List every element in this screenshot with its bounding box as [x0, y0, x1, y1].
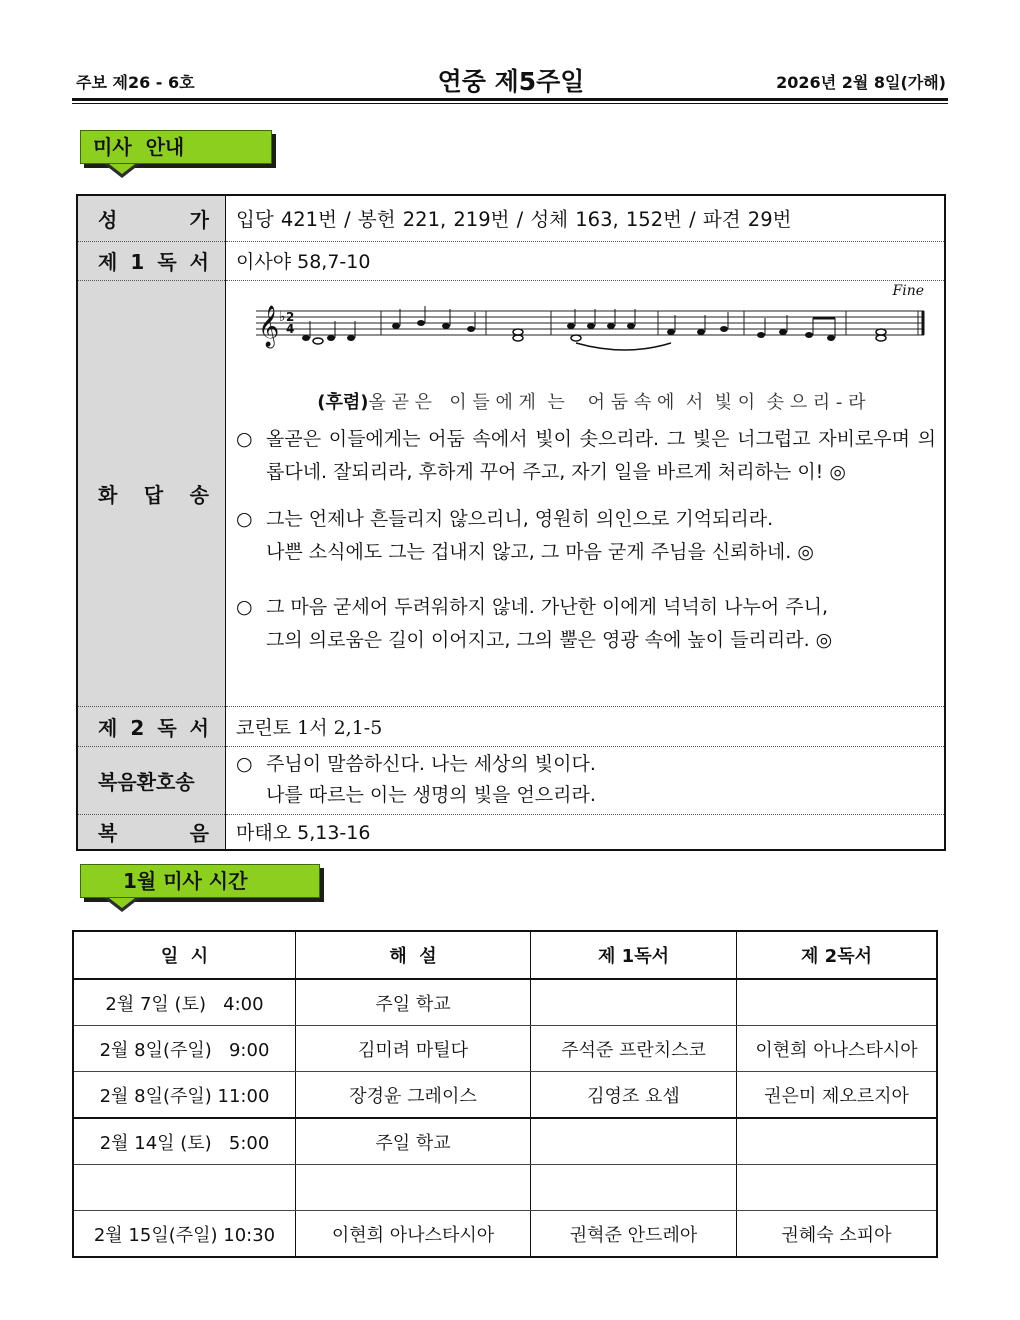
- row-gospel: [77, 814, 945, 850]
- label-psalm: 화 답 송: [77, 280, 226, 706]
- badge-label: 1월 미사 시간: [80, 864, 320, 898]
- col-datetime: 일 시: [73, 931, 296, 979]
- table-row: [73, 1165, 937, 1211]
- value-gospel: 마태오 5,13-16: [236, 822, 371, 845]
- cell-commentary: 이현희 아나스타시아: [296, 1211, 531, 1258]
- verse-bullet-icon: ○: [236, 427, 253, 450]
- cell-datetime: [73, 1165, 296, 1211]
- alleluia-line1: 주님이 말씀하신다. 나는 세상의 빛이다.: [266, 753, 596, 775]
- label-hymns: 성 가: [77, 195, 226, 241]
- row-alleluia: [77, 746, 945, 814]
- cell-reader1: [531, 979, 737, 1026]
- alleluia-verse: [236, 749, 936, 811]
- alleluia-line2: 나를 따르는 이는 생명의 빛을 얻으리라.: [266, 784, 596, 806]
- cell-reader2: [737, 979, 938, 1026]
- schedule-header-row: [73, 931, 937, 979]
- section-badge-mass-info: [80, 130, 270, 166]
- table-row: [73, 1026, 937, 1072]
- cell-datetime: 2월 14일 (토) 5:00: [73, 1118, 296, 1165]
- row-first-reading: [77, 241, 945, 280]
- row-second-reading: [77, 706, 945, 746]
- row-hymns: [77, 195, 945, 241]
- badge-arrow-inner: [109, 898, 135, 908]
- cell-reader1: 권혁준 안드레아: [531, 1211, 737, 1258]
- cell-reader2: 권혜숙 소피아: [781, 1224, 892, 1246]
- table-row: [73, 1211, 937, 1258]
- fine-label: Fine: [892, 282, 924, 299]
- staff-notation: [246, 291, 936, 361]
- verse-bullet-icon: ○: [236, 753, 253, 775]
- verse-text: 올곧은 이들에게는 어둠 속에서 빛이 솟으리라. 그 빛은 너그럽고 자비로우며 의롭다네. 잘되리라, 후하게 꾸어 주고, 자기 일을 바르게 처리하는 이! ◎: [266, 427, 936, 483]
- cell-reader2: 권은미 제오르지아: [737, 1072, 938, 1119]
- label-second-reading: 제 2 독 서: [77, 706, 226, 746]
- badge-label: 미사 안내: [80, 130, 272, 164]
- table-row: [73, 1072, 937, 1119]
- svg-text:♭: ♭: [279, 308, 286, 325]
- cell-reader2: 이현희 아나스타시아: [737, 1026, 938, 1072]
- cell-reader1: [531, 1165, 737, 1211]
- col-commentary: 해 설: [296, 931, 531, 979]
- svg-text:2: 2: [286, 309, 295, 324]
- col-reader1: 제 1독서: [531, 931, 737, 979]
- bulletin-date: 2026년 2월 8일(가해): [776, 73, 946, 92]
- header-rule-thin: [72, 103, 948, 104]
- value-first-reading: 이사야 58,7-10: [226, 241, 946, 280]
- psalm-verses: [236, 423, 936, 657]
- svg-text:4: 4: [286, 321, 295, 336]
- cell-datetime: 2월 8일(주일) 11:00: [73, 1072, 296, 1119]
- label-gospel: 복 음: [77, 814, 226, 850]
- header-rule-thick: [72, 98, 948, 101]
- psalm-verse: [236, 423, 936, 489]
- verse-text-line1: 그는 언제나 흔들리지 않으리니, 영원히 의인으로 기억되리라.: [266, 507, 774, 530]
- cell-commentary: 김미려 마틸다: [296, 1026, 531, 1072]
- mass-info-table: [76, 194, 946, 851]
- issue-number: 주보 제26 - 6호: [76, 73, 195, 92]
- cell-commentary: 주일 학교: [296, 979, 531, 1026]
- cell-reader2: [737, 1165, 938, 1211]
- verse-text-line2: 나쁜 소식에도 그는 겁내지 않고, 그 마음 굳게 주님을 신뢰하네. ◎: [266, 540, 814, 563]
- cell-datetime: 2월 15일(주일) 10:30: [73, 1211, 296, 1258]
- section-badge-mass-times: [80, 864, 330, 900]
- mass-schedule-table: [72, 930, 938, 1258]
- alleluia-content: [226, 746, 946, 814]
- psalm-content: [226, 280, 946, 706]
- label-alleluia: 복음환호송: [77, 746, 226, 814]
- table-row: [73, 979, 937, 1026]
- verse-bullet-icon: ○: [236, 507, 253, 530]
- refrain-tag: (후렴): [317, 391, 369, 413]
- cell-commentary: 주일 학교: [296, 1118, 531, 1165]
- col-reader2: 제 2독서: [737, 931, 938, 979]
- svg-text:𝄞: 𝄞: [258, 305, 280, 347]
- cell-commentary: [296, 1165, 531, 1211]
- row-psalm: [77, 280, 945, 706]
- cell-commentary: 장경윤 그레이스: [296, 1072, 531, 1119]
- page-title: 연중 제5주일: [437, 67, 585, 96]
- cell-reader2: [737, 1118, 938, 1165]
- value-second-reading: 코린토 1서 2,1-5: [226, 706, 946, 746]
- psalm-verse: [236, 503, 936, 569]
- music-score: [246, 282, 936, 413]
- cell-reader1: 김영조 요셉: [531, 1072, 737, 1119]
- bulletin-header: [76, 62, 946, 98]
- cell-datetime: 2월 7일 (토) 4:00: [73, 979, 296, 1026]
- cell-reader1: [531, 1118, 737, 1165]
- cell-reader1: 주석준 프란치스코: [531, 1026, 737, 1072]
- verse-text-line2: 그의 의로움은 길이 이어지고, 그의 뿔은 영광 속에 높이 들리리라. ◎: [266, 628, 833, 651]
- cell-datetime: 2월 8일(주일) 9:00: [73, 1026, 296, 1072]
- value-hymns: 입당 421번 / 봉헌 221, 219번 / 성체 163, 152번 / 파견 29번: [226, 195, 946, 241]
- table-row: [73, 1118, 937, 1165]
- refrain-lyrics: 올 곧 은 이 들 에 게 는 어 둠 속 에 서 빛 이 솟 으 리 - 라: [368, 391, 866, 413]
- psalm-verse: [236, 591, 936, 657]
- verse-text-line1: 그 마음 굳세어 두려워하지 않네. 가난한 이에게 넉넉히 나누어 주니,: [266, 595, 828, 618]
- badge-arrow-inner: [109, 164, 135, 174]
- label-first-reading: 제 1 독 서: [77, 241, 226, 280]
- verse-bullet-icon: ○: [236, 595, 253, 618]
